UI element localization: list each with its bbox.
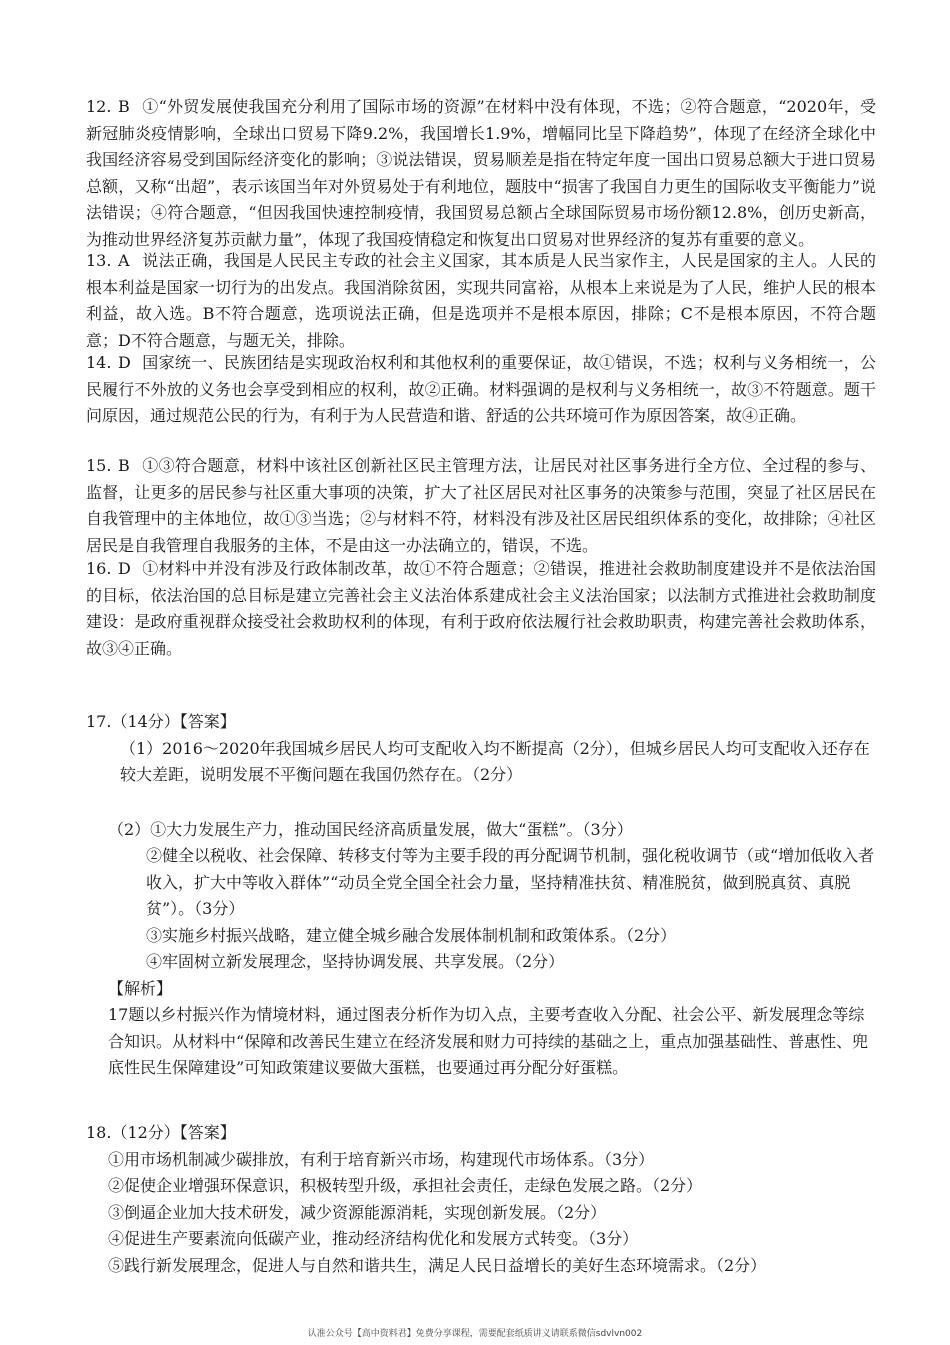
question-17-item: ④牢固树立新发展理念，坚持协调发展、共享发展。（2分） (146, 952, 565, 971)
answer-letter: A (118, 251, 130, 270)
analysis-text: 17题以乡村振兴作为情境材料，通过图表分析作为切入点，主要考查收入分配、社会公平、新发展理念等综合知识。从材料中“保障和改善民生建立在经济发展和财力可持续的基础之上，重点加强基础性、普惠性、兜底性民生保障建设”可知政策建议要做大蛋糕，也要通过再分配分好蛋糕。 (108, 1005, 869, 1077)
question-number: 15. (86, 456, 112, 475)
explanation-text: ①③符合题意，材料中该社区创新社区民主管理方法，让居民对社区事务进行全方位、全过程的参与、监督，让更多的居民参与社区重大事项的决策，扩大了社区居民对社区事务的决策参与范围，突显了社区居民在自我管理中的主体地位，故①③当选；②与材料不符，材料没有涉及社区居民组织体系的变化，故排除；④社区居民是自我管理自我服务的主体，不是由这一办法确立的，错误，不选。 (86, 456, 876, 555)
explanation-text: 国家统一、民族团结是实现政治权利和其他权利的重要保证，故①错误，不选；权利与义务相统一，公民履行不外放的义务也会享受到相应的权利，故②正确。材料强调的是权利与义务相统一，故③不符题意。题干问原因，通过规范公民的行为，有利于为人民营造和谐、舒适的公共环境可作为原因答案，故④正确。 (86, 353, 876, 425)
question-number: 16. (86, 559, 112, 578)
question-18 (86, 1120, 876, 1279)
question-12 (86, 94, 876, 253)
question-18-header: 18.（12分）【答案】 (86, 1123, 236, 1142)
explanation-text: ①“外贸发展使我国充分利用了国际市场的资源”在材料中没有体现，不选；②符合题意，“2020年，受新冠肺炎疫情影响，全球出口贸易下降9.2%，我国增长1.9%，增幅同比呈下降趋势”，体现了在经济全球化中我国经济容易受到国际经济变化的影响；③说法错误，贸易顺差是指在特定年度一国出口贸易总额大于进口贸易总额，又称“出超”，表示该国当年对外贸易处于有利地位，题肢中“损害了我国自力更生的国际收支平衡能力”说法错误；④符合题意，“但因我国快速控制疫情，我国贸易总额占全球国际贸易市场份额12.8%，创历史新高，为推动世界经济复苏贡献力量”，体现了我国疫情稳定和恢复出口贸易对世界经济的复苏有重要的意义。 (86, 97, 876, 249)
answer-letter: D (118, 353, 131, 372)
question-17-part2-intro: （2）①大力发展生产力，推动国民经济高质量发展，做大“蛋糕”。（3分） (108, 819, 633, 839)
question-number: 14. (86, 353, 112, 372)
answer-letter: B (118, 97, 130, 116)
footer-note: 认准公众号【高中资料君】免费分享课程，需要配套纸质讲义请联系微信sdvlvn002 (307, 1329, 643, 1339)
question-13 (86, 248, 876, 354)
question-17-header: 17.（14分）【答案】 (86, 712, 236, 731)
question-18-item: ⑤践行新发展理念，促进人与自然和谐共生，满足人民日益增长的美好生态环境需求。（2分） (108, 1255, 767, 1275)
question-14 (86, 350, 876, 430)
question-18-item: ①用市场机制减少碳排放，有利于培育新兴市场，构建现代市场体系。（3分） (108, 1149, 655, 1169)
question-17-part1: （1）2016～2020年我国城乡居民人均可支配收入均不断提高（2分），但城乡居民人均可支配收入还存在较大差距，说明发展不平衡问题在我国仍然存在。（2分） (120, 738, 870, 784)
analysis-label: 【解析】 (108, 978, 173, 998)
question-number: 12. (86, 97, 112, 116)
question-17 (86, 709, 876, 1082)
question-16 (86, 556, 876, 662)
explanation-text: 说法正确，我国是人民民主专政的社会主义国家，其本质是人民当家作主，人民是国家的主人。人民的根本利益是国家一切行为的出发点。我国消除贫困，实现共同富裕，从根本上来说是为了人民，维护人民的根本利益，故入选。B不符合题意，选项说法正确，但是选项并不是根本原因，排除；C不是根本原因，不符合题意；D不符合题意，与题无关，排除。 (86, 251, 876, 350)
explanation-text: ①材料中并没有涉及行政体制改革，故①不符合题意；②错误，推进社会救助制度建设并不是依法治国的目标，依法治国的总目标是建立完善社会主义法治体系建成社会主义法治国家；以法制方式推进社会救助制度建设：是政府重视群众接受社会救助权利的体现，有利于政府依法履行社会救助职责，构建完善社会救助体系，故③④正确。 (86, 559, 876, 658)
answer-letter: D (118, 559, 131, 578)
question-18-item: ③倒逼企业加大技术研发，减少资源能源消耗，实现创新发展。（2分） (108, 1202, 607, 1222)
answer-letter: B (118, 456, 130, 475)
question-17-item: ③实施乡村振兴战略，建立健全城乡融合发展体制机制和政策体系。（2分） (146, 925, 677, 945)
question-15 (86, 453, 876, 559)
question-18-item: ④促进生产要素流向低碳产业，推动经济结构优化和发展方式转变。（3分） (108, 1229, 639, 1248)
question-number: 13. (86, 251, 112, 270)
question-18-item: ②促使企业增强环保意识，积极转型升级，承担社会责任，走绿色发展之路。（2分） (108, 1176, 703, 1195)
question-17-item: ②健全以税收、社会保障、转移支付等为主要手段的再分配调节机制，强化税收调节（或“增加低收入者收入，扩大中等收入群体”“动员全党全国全社会力量，坚持精准扶贫、精准脱贫，做到脱真贫、真脱贫”）。（3分） (146, 846, 875, 918)
